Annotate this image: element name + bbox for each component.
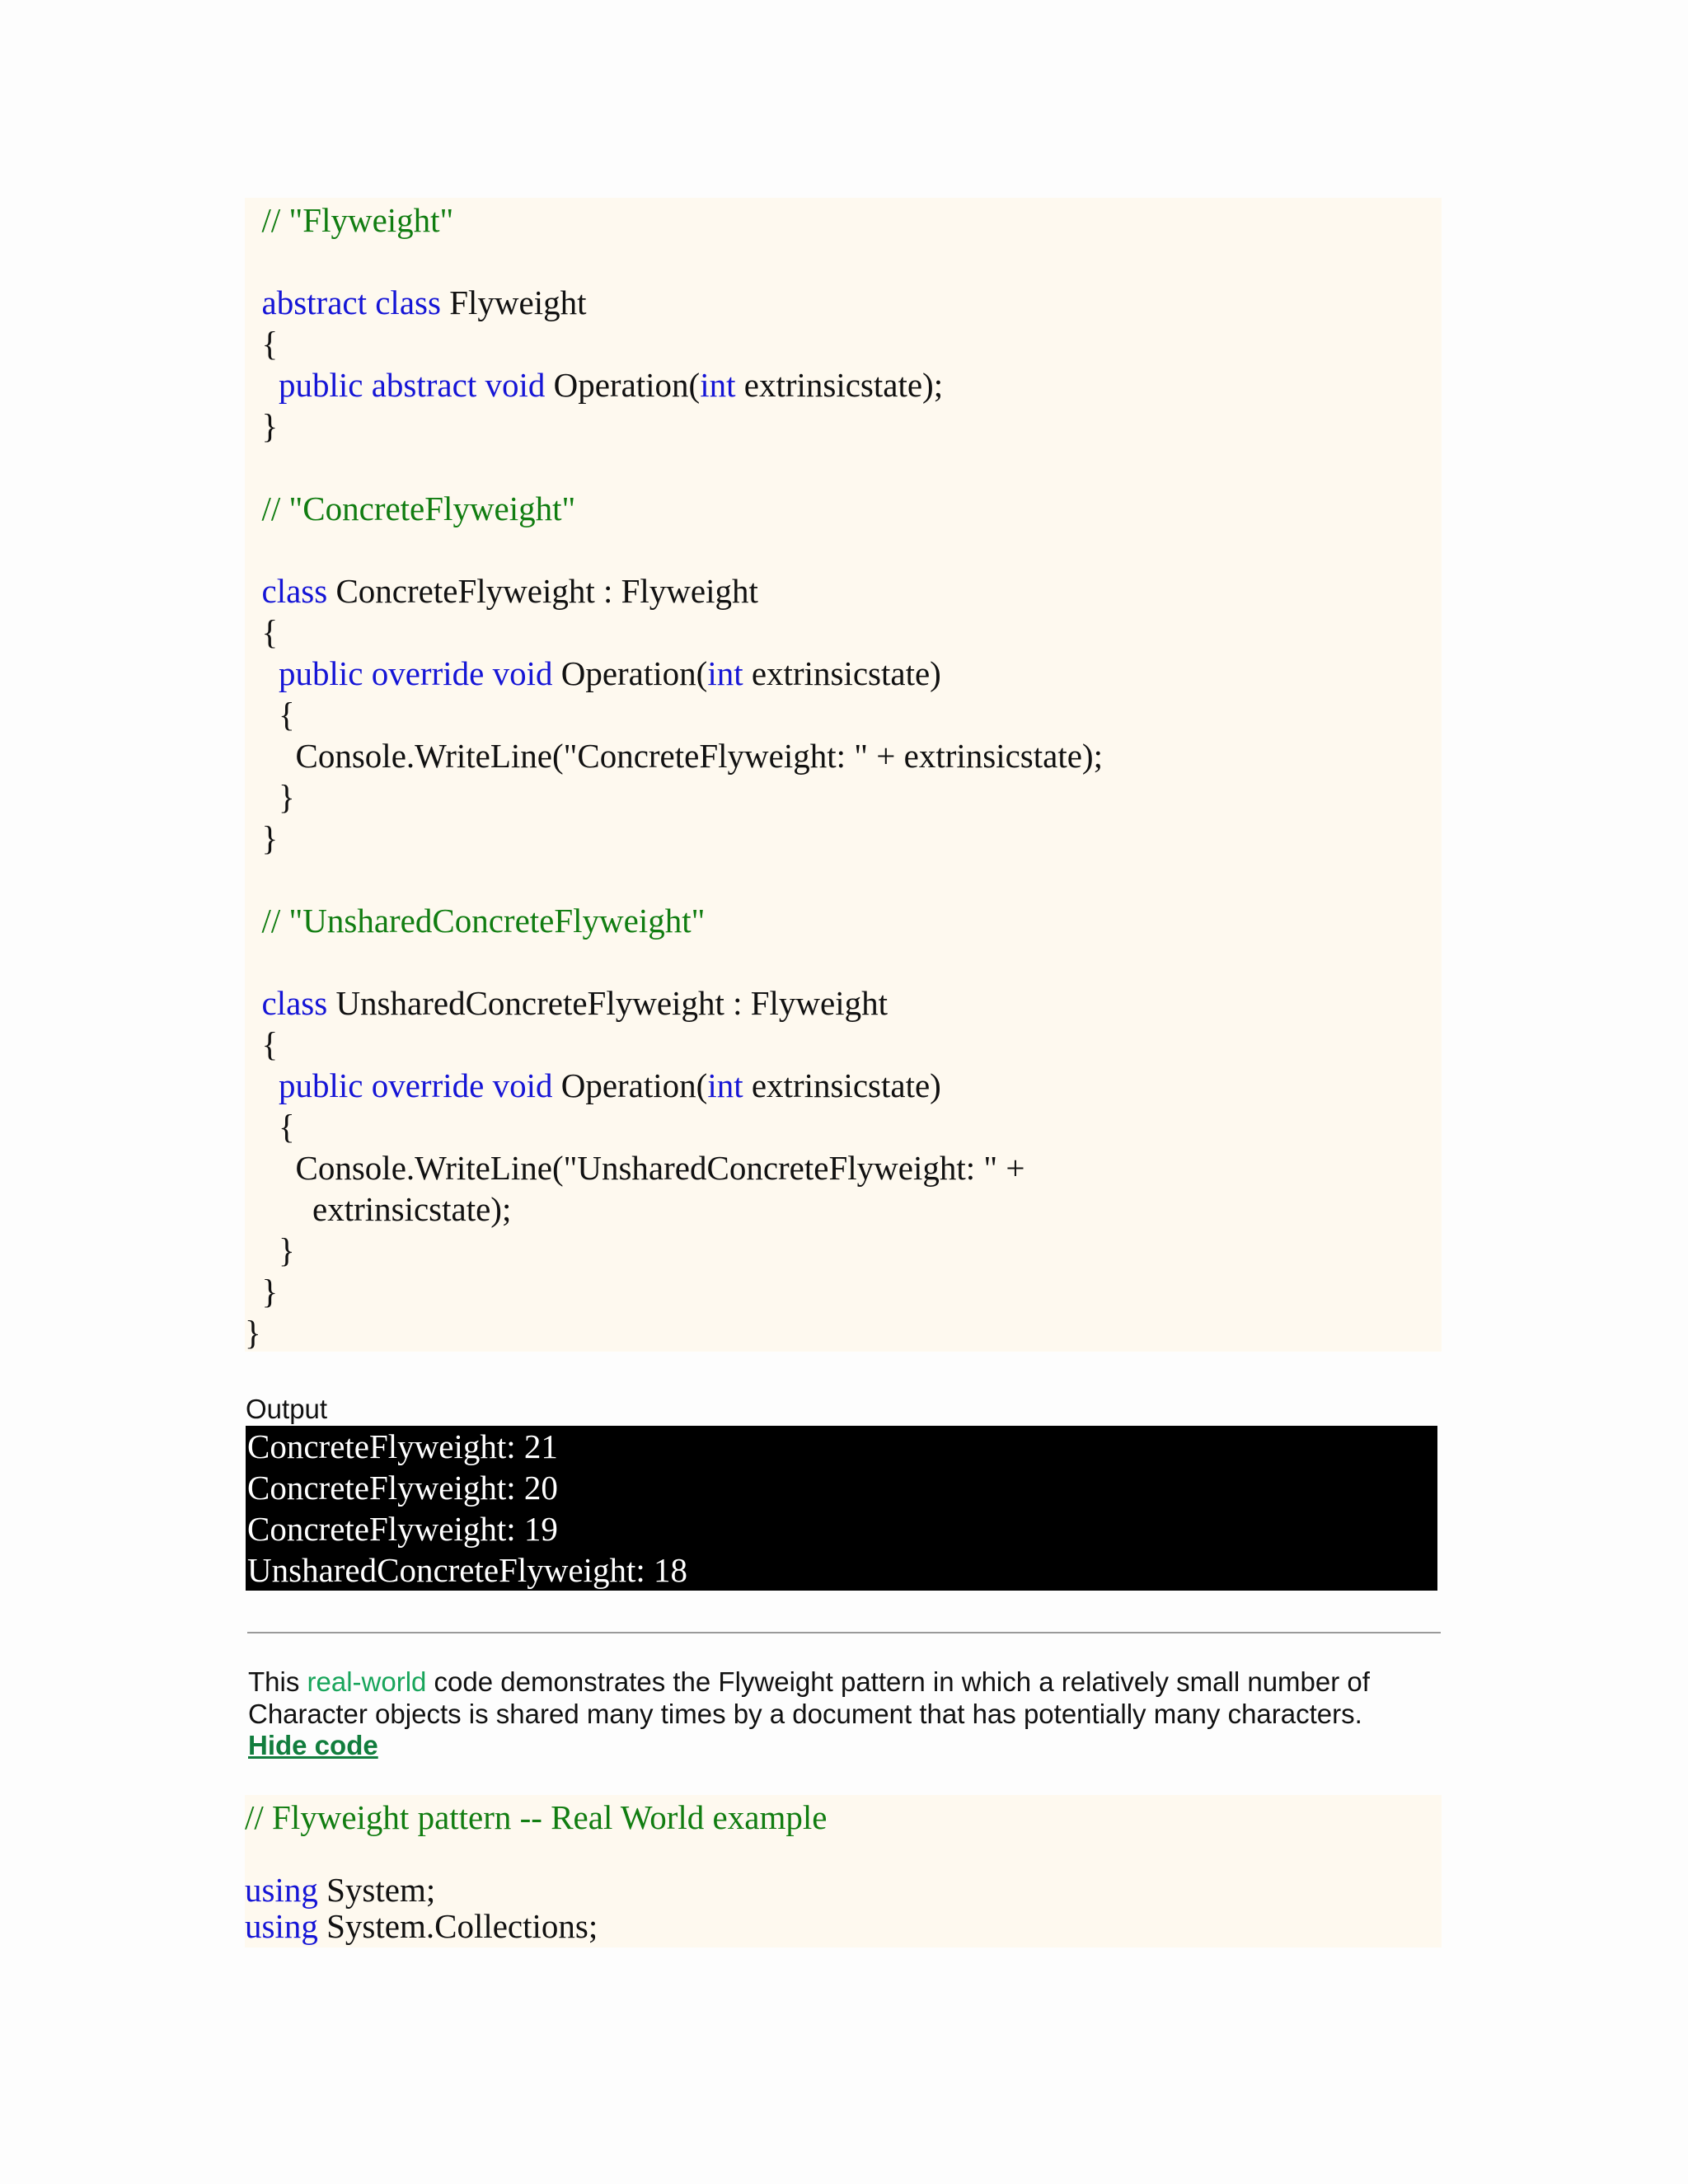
code-line: [245, 1188, 511, 1230]
code-text: extrinsicstate): [743, 654, 941, 692]
code-text: Operation(: [552, 654, 708, 692]
code-indent: [245, 1066, 279, 1104]
code-text: {: [279, 1108, 295, 1146]
code-comment: // "Flyweight": [261, 201, 454, 239]
output-line: ConcreteFlyweight: 21: [247, 1427, 558, 1465]
code-line: [245, 694, 295, 735]
code-comment: // "UnsharedConcreteFlyweight": [261, 902, 706, 940]
output-line: UnsharedConcreteFlyweight: 18: [247, 1551, 688, 1589]
code-line: [245, 199, 453, 241]
code-comment: // "ConcreteFlyweight": [261, 490, 576, 527]
code-block-flyweight-structure: [245, 198, 1442, 1352]
code-text: Console.WriteLine("UnsharedConcreteFlyweight: " +: [295, 1149, 1025, 1187]
code-text: System.Collections;: [317, 1907, 598, 1945]
code-text: {: [261, 1025, 279, 1063]
code-text: Operation(: [545, 366, 701, 404]
code-line: [245, 735, 1103, 776]
code-keyword: int: [700, 366, 736, 404]
code-line: [245, 282, 586, 323]
code-line: [245, 653, 941, 694]
code-keyword: int: [707, 654, 743, 692]
code-line: [245, 612, 278, 653]
code-keyword: int: [707, 1066, 743, 1104]
code-indent: [245, 613, 262, 651]
code-text: extrinsicstate): [743, 1066, 941, 1104]
code-line: [245, 1106, 295, 1147]
code-indent: [245, 654, 279, 692]
code-line: [245, 1230, 295, 1271]
code-text: Flyweight: [440, 284, 587, 321]
code-indent: [245, 572, 262, 610]
code-indent: [245, 902, 262, 940]
code-keyword: class: [261, 572, 328, 610]
description-prefix: This: [248, 1666, 307, 1697]
code-text: System;: [317, 1871, 436, 1909]
code-text: }: [279, 778, 295, 816]
code-comment: // Flyweight pattern -- Real World example: [245, 1798, 828, 1836]
output-console: [246, 1426, 1437, 1591]
description-suffix: code demonstrates the Flyweight pattern in which a relatively small number of Character objects is shared many times by a document that has potentially many characters.: [248, 1666, 1370, 1729]
code-line: [245, 1271, 278, 1312]
hide-code-link[interactable]: Hide code: [248, 1730, 378, 1760]
code-indent: [245, 407, 262, 445]
code-indent: [245, 366, 279, 404]
code-keyword: class: [261, 984, 328, 1022]
code-text: {: [261, 325, 279, 363]
code-indent: [245, 1025, 262, 1063]
code-keyword: using: [245, 1907, 318, 1945]
code-indent: [245, 1272, 262, 1310]
description-paragraph: [248, 1666, 1443, 1730]
code-text: Console.WriteLine("ConcreteFlyweight: " + extrinsicstate);: [295, 737, 1103, 775]
code-text: UnsharedConcreteFlyweight : Flyweight: [327, 984, 889, 1022]
code-line: [245, 776, 295, 818]
code-line: [245, 818, 278, 859]
code-line: [245, 982, 888, 1024]
code-text: {: [261, 613, 279, 651]
code-line: [245, 1312, 261, 1353]
code-keyword: abstract class: [261, 284, 441, 321]
code-line: [245, 1024, 278, 1065]
code-indent: [245, 1108, 279, 1146]
code-indent: [245, 1231, 279, 1269]
code-line: [245, 570, 758, 612]
code-keyword: public override void: [279, 654, 553, 692]
code-line: [245, 900, 705, 941]
code-line: [245, 1147, 1025, 1188]
code-text: }: [245, 1314, 261, 1352]
divider: [247, 1632, 1441, 1633]
code-text: }: [279, 1231, 295, 1269]
code-line: [245, 323, 278, 364]
code-line: [245, 405, 278, 447]
output-line: ConcreteFlyweight: 19: [247, 1510, 558, 1548]
code-text: ConcreteFlyweight : Flyweight: [327, 572, 758, 610]
code-line: [245, 1797, 827, 1838]
code-keyword: public override void: [279, 1066, 553, 1104]
code-indent: [245, 1190, 312, 1228]
code-indent: [245, 201, 262, 239]
output-label: Output: [246, 1394, 328, 1424]
code-indent: [245, 325, 262, 363]
code-indent: [245, 984, 262, 1022]
code-text: extrinsicstate);: [735, 366, 944, 404]
code-line: [245, 364, 943, 405]
code-keyword: public abstract void: [279, 366, 546, 404]
code-indent: [245, 737, 296, 775]
code-block-real-world: [245, 1795, 1442, 1947]
code-text: }: [261, 1272, 279, 1310]
code-indent: [245, 284, 262, 321]
code-text: }: [261, 819, 279, 857]
code-indent: [245, 819, 262, 857]
code-line: [245, 1065, 941, 1106]
code-indent: [245, 490, 262, 527]
code-text: extrinsicstate);: [312, 1190, 512, 1228]
output-line: ConcreteFlyweight: 20: [247, 1469, 558, 1507]
code-line: [245, 1869, 435, 1910]
code-keyword: using: [245, 1871, 318, 1909]
code-line: [245, 488, 575, 529]
code-text: {: [279, 696, 295, 733]
code-line: [245, 1905, 598, 1947]
code-text: }: [261, 407, 279, 445]
code-indent: [245, 778, 279, 816]
code-indent: [245, 1149, 296, 1187]
real-world-link: real-world: [307, 1666, 427, 1697]
code-indent: [245, 696, 279, 733]
code-text: Operation(: [552, 1066, 708, 1104]
